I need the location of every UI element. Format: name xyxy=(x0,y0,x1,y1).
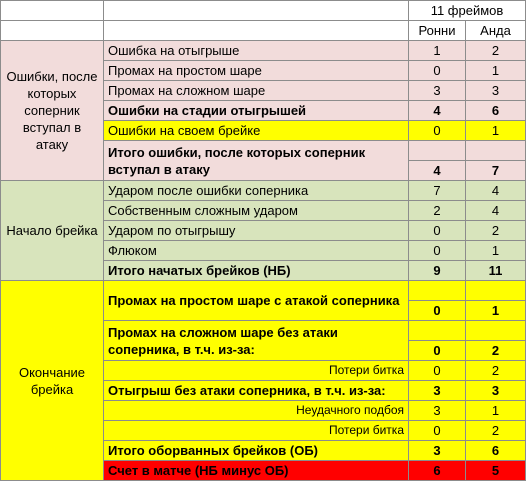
row-label: Счет в матче (НБ минус ОБ) xyxy=(104,461,409,481)
player-2-value: 6 xyxy=(466,101,526,121)
group-label-break-start: Начало брейка xyxy=(1,181,104,281)
header-blank-cell xyxy=(1,21,104,41)
player-2-value-blank xyxy=(466,281,526,301)
group-label-errors: Ошибки, после которых соперник вступал в атаку xyxy=(1,41,104,181)
row-label: Ударом по отыгрышу xyxy=(104,221,409,241)
row-label: Ударом после ошибки соперника xyxy=(104,181,409,201)
row-label: Промах на сложном шаре xyxy=(104,81,409,101)
player-1-value: 4 xyxy=(409,101,466,121)
player-2-value: 5 xyxy=(466,461,526,481)
player-2-value: 2 xyxy=(466,361,526,381)
row-label: Ошибки на стадии отыгрышей xyxy=(104,101,409,121)
player-1-value: 0 xyxy=(409,121,466,141)
row-label: Промах на простом шаре xyxy=(104,61,409,81)
player-1-header: Ронни xyxy=(409,21,466,41)
player-1-value: 4 xyxy=(409,161,466,181)
player-1-value: 3 xyxy=(409,81,466,101)
player-1-value: 0 xyxy=(409,361,466,381)
player-1-value: 0 xyxy=(409,61,466,81)
player-2-value: 3 xyxy=(466,81,526,101)
player-1-value: 0 xyxy=(409,301,466,321)
player-2-value: 4 xyxy=(466,201,526,221)
player-2-value: 1 xyxy=(466,401,526,421)
player-2-value: 2 xyxy=(466,341,526,361)
player-1-value: 0 xyxy=(409,221,466,241)
player-1-value: 0 xyxy=(409,241,466,261)
row-label: Неудачного подбоя xyxy=(104,401,409,421)
row-label: Флюком xyxy=(104,241,409,261)
player-2-value: 7 xyxy=(466,161,526,181)
player-1-value: 2 xyxy=(409,201,466,221)
row-label: Промах на простом шаре с атакой соперника xyxy=(104,281,409,321)
table-row xyxy=(1,181,526,201)
player-2-value-blank xyxy=(466,321,526,341)
header-blank-cell xyxy=(104,21,409,41)
player-1-value-blank xyxy=(409,281,466,301)
row-label: Ошибки на своем брейке xyxy=(104,121,409,141)
player-2-value: 11 xyxy=(466,261,526,281)
header-blank-cell xyxy=(1,1,104,21)
player-1-value: 9 xyxy=(409,261,466,281)
table-row xyxy=(1,281,526,301)
row-label: Итого ошибки, после которых соперник вступал в атаку xyxy=(104,141,409,181)
row-label: Итого оборванных брейков (ОБ) xyxy=(104,441,409,461)
player-1-value: 6 xyxy=(409,461,466,481)
player-1-value-blank xyxy=(409,141,466,161)
header-blank-cell xyxy=(104,1,409,21)
row-label: Отыгрыш без атаки соперника, в т.ч. из-за: xyxy=(104,381,409,401)
player-2-value: 3 xyxy=(466,381,526,401)
player-2-value: 2 xyxy=(466,421,526,441)
player-1-value: 3 xyxy=(409,441,466,461)
player-2-value: 1 xyxy=(466,121,526,141)
player-2-value: 2 xyxy=(466,41,526,61)
row-label: Итого начатых брейков (НБ) xyxy=(104,261,409,281)
frames-count-header: 11 фреймов xyxy=(409,1,526,21)
player-2-value: 4 xyxy=(466,181,526,201)
player-1-value: 1 xyxy=(409,41,466,61)
player-1-value: 3 xyxy=(409,401,466,421)
player-1-value: 0 xyxy=(409,421,466,441)
header-row-frames xyxy=(1,1,526,21)
table-row xyxy=(1,41,526,61)
player-2-value: 2 xyxy=(466,221,526,241)
player-2-value: 1 xyxy=(466,241,526,261)
group-label-break-end: Окончание брейка xyxy=(1,281,104,481)
player-1-value: 3 xyxy=(409,381,466,401)
player-1-value: 7 xyxy=(409,181,466,201)
player-2-header: Анда xyxy=(466,21,526,41)
row-label: Потери битка xyxy=(104,361,409,381)
player-2-value-blank xyxy=(466,141,526,161)
player-2-value: 1 xyxy=(466,301,526,321)
player-2-value: 6 xyxy=(466,441,526,461)
row-label: Собственным сложным ударом xyxy=(104,201,409,221)
row-label: Промах на сложном шаре без атаки соперника, в т.ч. из-за: xyxy=(104,321,409,361)
player-1-value: 0 xyxy=(409,341,466,361)
player-1-value-blank xyxy=(409,321,466,341)
header-row-players xyxy=(1,21,526,41)
row-label: Потери битка xyxy=(104,421,409,441)
row-label: Ошибка на отыгрыше xyxy=(104,41,409,61)
player-2-value: 1 xyxy=(466,61,526,81)
